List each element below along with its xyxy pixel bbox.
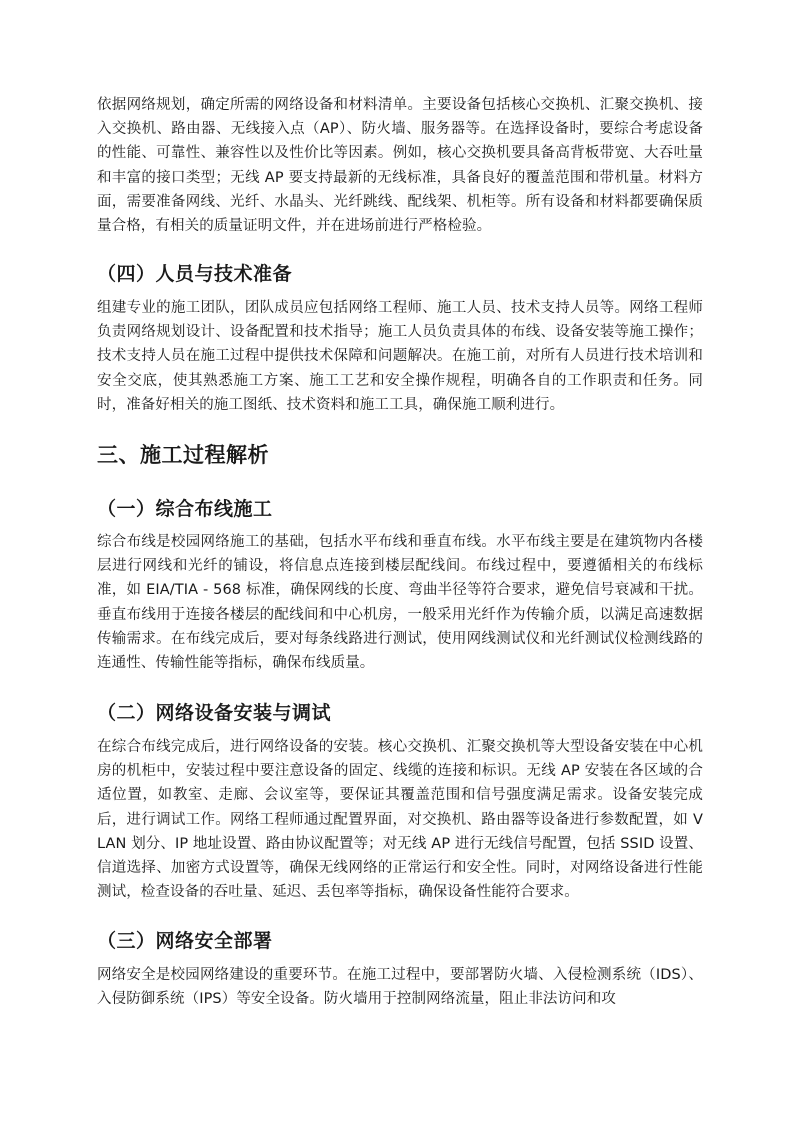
personnel-section-heading: （四）人员与技术准备 — [97, 263, 293, 285]
security-deployment-heading: （三）网络安全部署 — [97, 930, 273, 952]
cabling-paragraph: 综合布线是校园网络施工的基础，包括水平布线和垂直布线。水平布线主要是在建筑物内各楼层进行网线和光纤的铺设，将信息点连接到楼层配线间。布线过程中，要遵循相关的布线标准，如 EIA/TIA - 568 标准，确保网线的长度、弯曲半径等符合要求，避免信号衰减和干扰。垂直布线用于连接各楼层的配线间和中心机房，一般采用光纤作为传输介质，以满足高速数据传输需求。在布线完成后，要对每条线路进行测试，使用网线测试仪和光纤测试仪检测线路的连通性、传输性能等指标，确保布线质量。 — [97, 534, 703, 672]
cabling-section-heading: （一）综合布线施工 — [97, 498, 273, 520]
device-installation-paragraph: 在综合布线完成后，进行网络设备的安装。核心交换机、汇聚交换机等大型设备安装在中心机房的机柜中，安装过程中要注意设备的固定、线缆的连接和标识。无线 AP 安装在各区域的合适位置，如教室、走廊、会议室等，要保证其覆盖范围和信号强度满足需求。设备安装完成后，进行调试工作。网络工程师通过配置界面，对交换机、路由器等设备进行参数配置，如 VLAN 划分、IP 地址设置、路由协议配置等；对无线 AP 进行无线信号配置，包括 SSID 设置、信道选择、加密方式设置等，确保无线网络的正常运行和安全性。同时，对网络设备进行性能测试，检查设备的吞吐量、延迟、丢包率等指标，确保设备性能符合要求。 — [97, 739, 703, 901]
personnel-paragraph: 组建专业的施工团队，团队成员应包括网络工程师、施工人员、技术支持人员等。网络工程师负责网络规划设计、设备配置和技术指导；施工人员负责具体的布线、设备安装等施工操作；技术支持人员在施工过程中提供技术保障和问题解决。在施工前，对所有人员进行技术培训和安全交底，使其熟悉施工方案、施工工艺和安全操作规程，明确各自的工作职责和任务。同时，准备好相关的施工图纸、技术资料和施工工具，确保施工顺利进行。 — [97, 300, 703, 413]
device-installation-heading: （二）网络设备安装与调试 — [97, 702, 332, 724]
security-deployment-paragraph: 网络安全是校园网络建设的重要环节。在施工过程中，要部署防火墙、入侵检测系统（IDS）、入侵防御系统（IPS）等安全设备。防火墙用于控制网络流量，阻止非法访问和攻 — [97, 967, 703, 1008]
materials-paragraph: 依据网络规划，确定所需的网络设备和材料清单。主要设备包括核心交换机、汇聚交换机、接入交换机、路由器、无线接入点（AP）、防火墙、服务器等。在选择设备时，要综合考虑设备的性能、可靠性、兼容性以及性价比等因素。例如，核心交换机要具备高背板带宽、大吞吐量和丰富的接口类型；无线 AP 要支持最新的无线标准，具备良好的覆盖范围和带机量。材料方面，需要准备网线、光纤、水晶头、光纤跳线、配线架、机柜等。所有设备和材料都要确保质量合格，有相关的质量证明文件，并在进场前进行严格检验。 — [97, 97, 703, 235]
construction-process-heading: 三、施工过程解析 — [97, 443, 269, 467]
